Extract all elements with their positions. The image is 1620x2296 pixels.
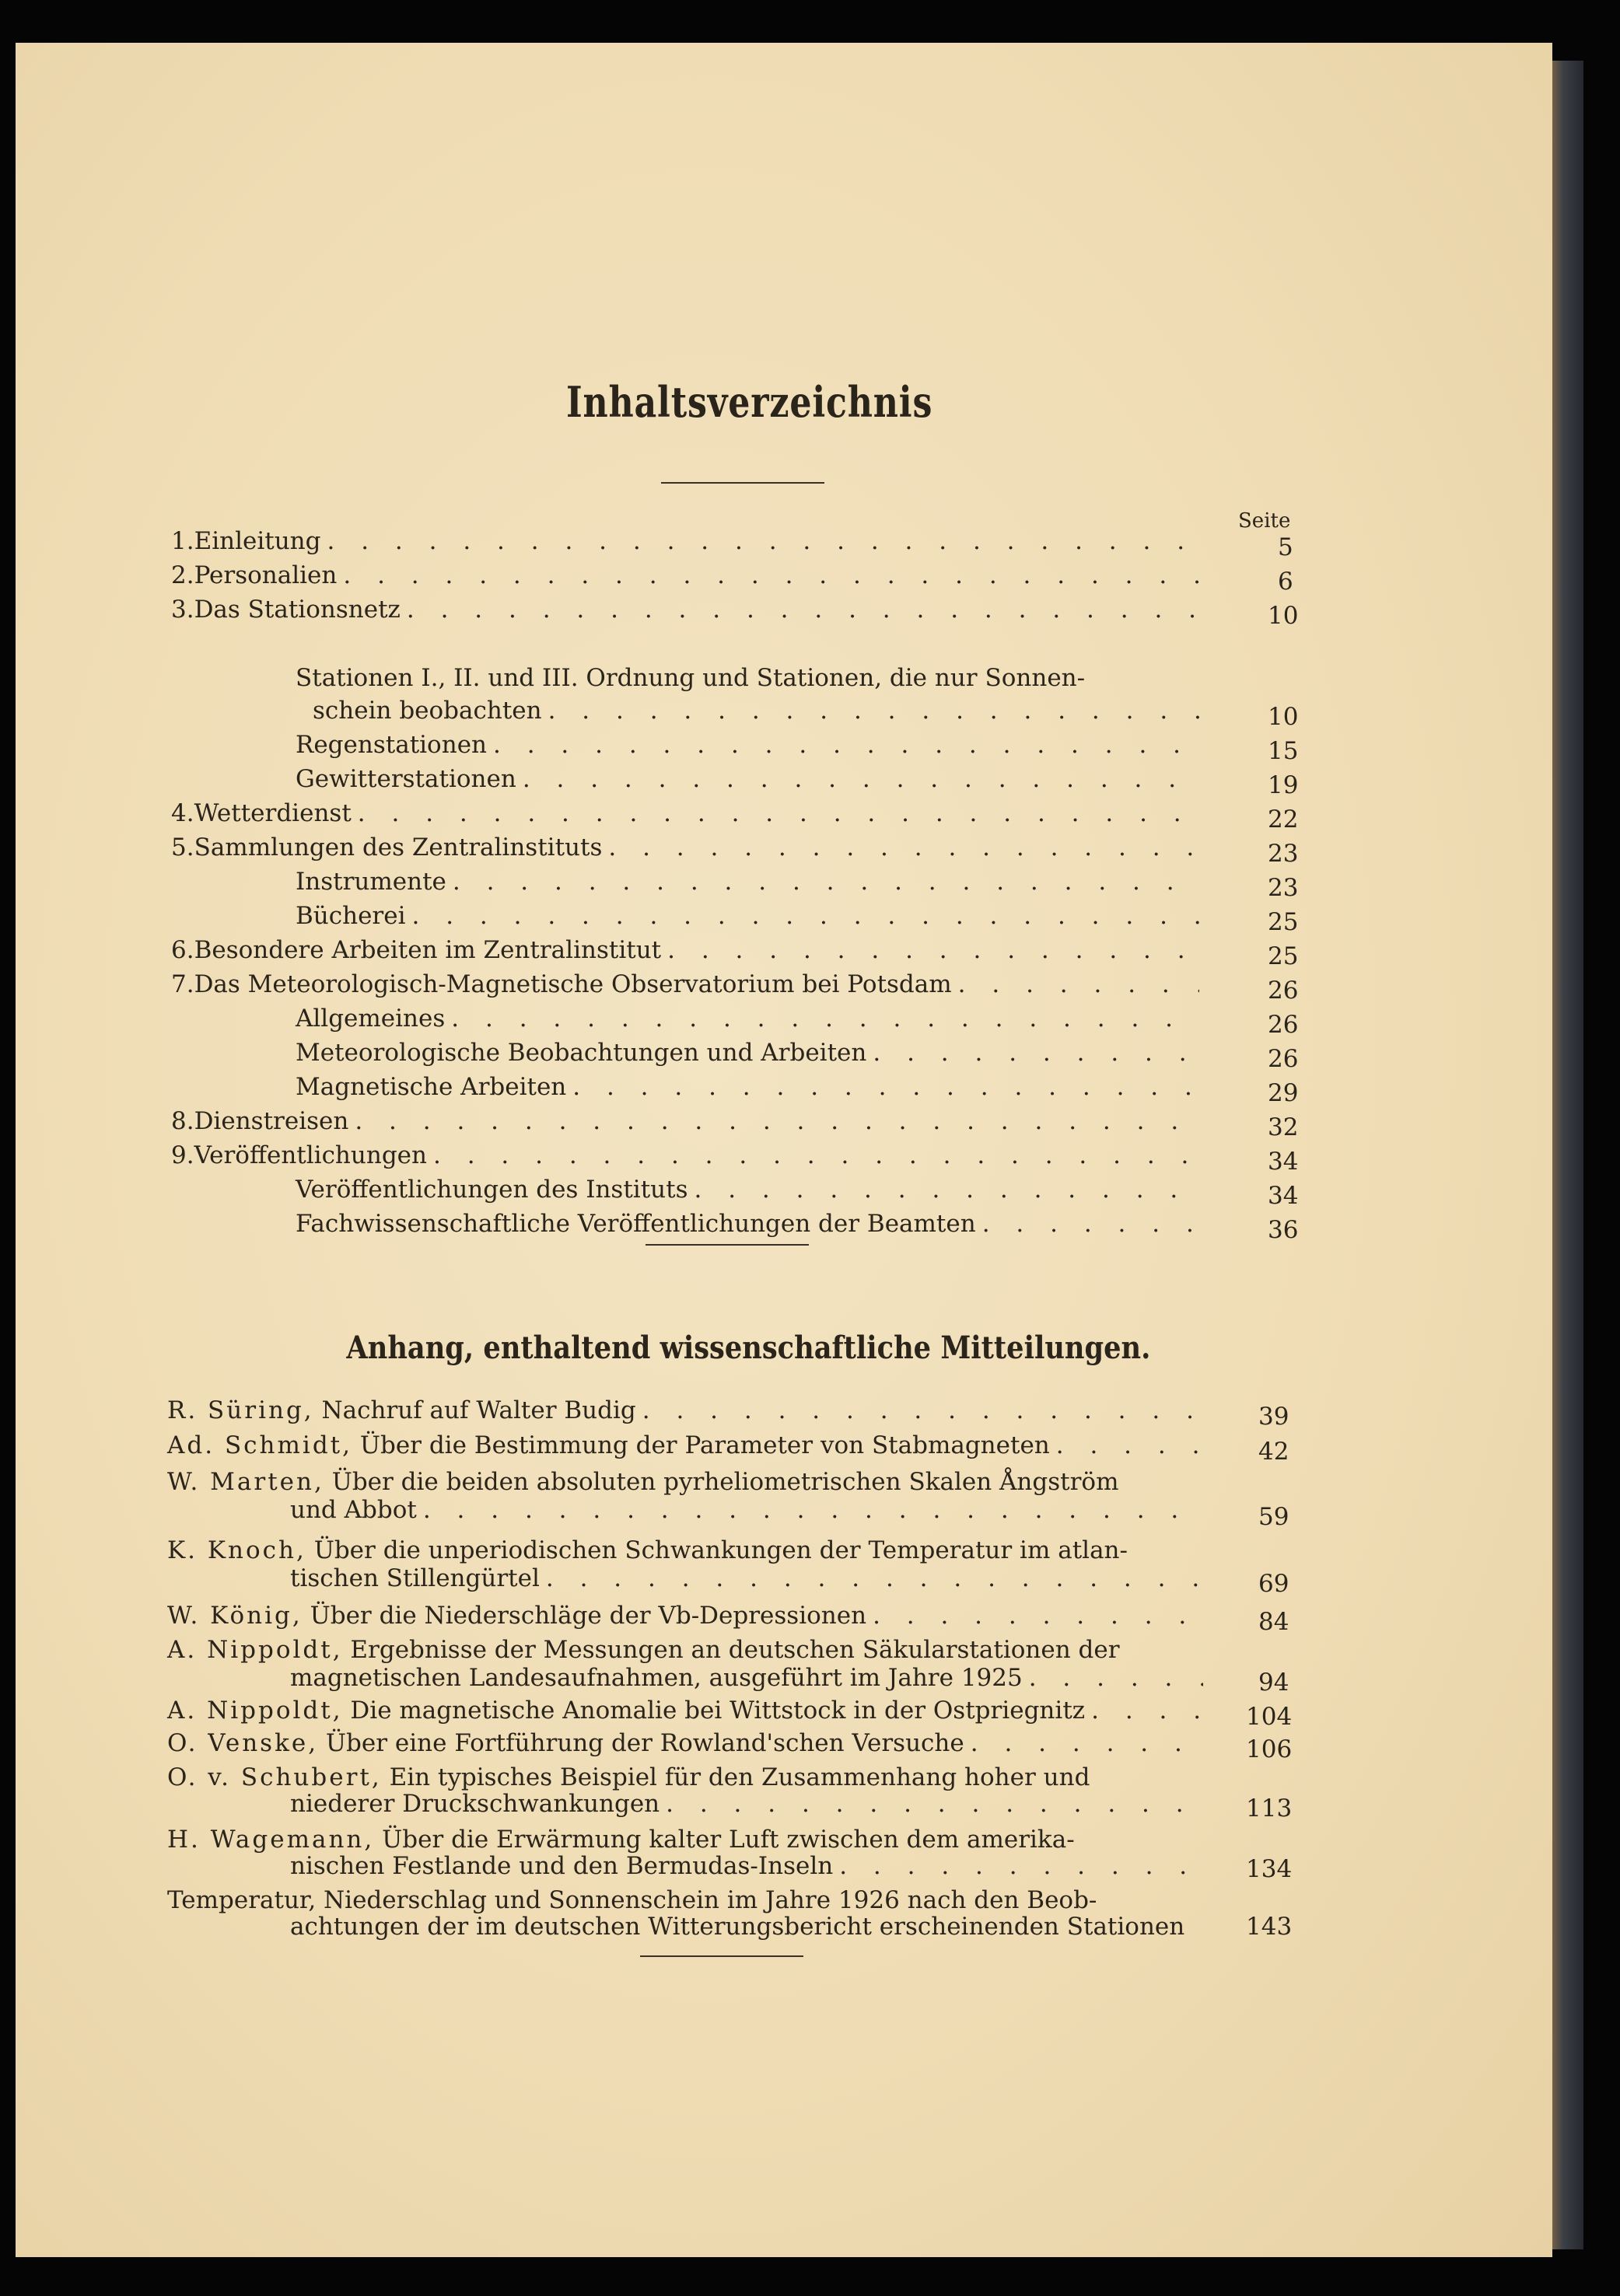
appendix-page: 143 <box>1246 1913 1293 1941</box>
appendix-entry-continued <box>290 1495 1209 1525</box>
appendix-list <box>16 43 1552 2257</box>
appendix-text-continued: achtungen der im deutschen Witterungsbericht erscheinenden Stationen <box>290 1913 1185 1941</box>
toc-page: 6 <box>1278 568 1293 596</box>
toc-number: 6. <box>171 936 194 964</box>
toc-number: 2. <box>171 561 194 589</box>
toc-page: 23 <box>1268 840 1299 868</box>
appendix-entry-continued <box>290 1789 1209 1819</box>
toc-page: 34 <box>1268 1148 1299 1176</box>
appendix-text-continued: nischen Festlande und den Bermudas-Inseln <box>290 1852 834 1880</box>
toc-page: 15 <box>1268 737 1299 765</box>
appendix-page: 59 <box>1258 1503 1289 1531</box>
toc-text: Gewitterstationen <box>296 765 516 793</box>
toc-page: 34 <box>1268 1182 1299 1210</box>
appendix-text: Über die Bestimmung der Parameter von Stabmagneten <box>359 1431 1050 1459</box>
appendix-entry <box>167 1536 1128 1565</box>
toc-number: 1. <box>171 527 194 555</box>
appendix-entry-continued <box>290 1663 1209 1693</box>
appendix-author: A. Nippoldt, <box>167 1636 343 1664</box>
page-title: Inhaltsverzeichnis <box>565 377 933 427</box>
appendix-text: Über die Niederschläge der Vb-Depressionen <box>310 1602 867 1630</box>
appendix-text: Über die unperiodischen Schwankungen der Temperatur im atlan- <box>313 1536 1128 1564</box>
toc-page: 26 <box>1268 1045 1299 1073</box>
toc-text: Wetterdienst <box>194 799 352 827</box>
toc-number: 4. <box>171 799 194 827</box>
toc-page: 29 <box>1268 1079 1299 1107</box>
toc-page: 26 <box>1268 977 1299 1005</box>
toc-text: Bücherei <box>296 902 406 930</box>
toc-text: Fachwissenschaftliche Veröffentlichungen der Beamten <box>296 1210 976 1238</box>
toc-page: 22 <box>1268 806 1299 833</box>
appendix-text: Über die Erwärmung kalter Luft zwischen dem amerika- <box>382 1826 1075 1854</box>
toc-text: Das Meteorologisch-Magnetische Observatorium bei Potsdam <box>194 970 952 998</box>
toc-text: Dienstreisen <box>194 1107 349 1135</box>
appendix-author: K. Knoch, <box>167 1536 306 1564</box>
leader-dots <box>546 1564 1203 1593</box>
toc-page: 25 <box>1268 942 1299 970</box>
end-divider <box>640 1955 803 1957</box>
appendix-text-continued: und Abbot <box>290 1496 417 1524</box>
appendix-author: W. König, <box>167 1602 303 1630</box>
toc-text: Veröffentlichungen des Instituts <box>296 1176 688 1204</box>
appendix-author: H. Wagemann, <box>167 1826 375 1854</box>
toc-number: 7. <box>171 970 194 998</box>
appendix-entry-continued <box>290 1851 1209 1881</box>
toc-page: 25 <box>1268 908 1299 936</box>
toc-text: Personalien <box>194 561 338 589</box>
appendix-page: 94 <box>1258 1669 1289 1697</box>
toc-page: 32 <box>1268 1113 1299 1141</box>
appendix-entry <box>167 1396 1209 1425</box>
appendix-text: Über die beiden absoluten pyrheliometrischen Skalen Ångström <box>331 1468 1119 1496</box>
page-column-label: Seite <box>1238 509 1291 533</box>
appendix-text: Ein typisches Beispiel für den Zusammenhang hoher und <box>389 1763 1090 1791</box>
appendix-page: 69 <box>1258 1570 1289 1598</box>
appendix-page: 84 <box>1258 1608 1289 1636</box>
toc-page: 26 <box>1268 1011 1299 1039</box>
toc-text: Das Stationsnetz <box>194 596 401 624</box>
appendix-text: Die magnetische Anomalie bei Wittstock in der Ostpriegnitz <box>350 1697 1086 1725</box>
toc-number: 3. <box>171 596 194 624</box>
toc-text: Besondere Arbeiten im Zentralinstitut <box>194 936 662 964</box>
appendix-text: Temperatur, Niederschlag und Sonnenschein im Jahre 1926 nach den Beob- <box>167 1886 1097 1914</box>
leader-dots <box>1091 1696 1203 1725</box>
page <box>16 43 1552 2257</box>
appendix-text: Über eine Fortführung der Rowland'schen Versuche <box>325 1729 964 1757</box>
toc-page: 19 <box>1268 771 1299 799</box>
leader-dots <box>1056 1431 1203 1460</box>
appendix-page: 39 <box>1258 1403 1289 1431</box>
appendix-text: Ergebnisse der Messungen an deutschen Säkularstationen der <box>350 1636 1120 1664</box>
appendix-page: 106 <box>1246 1735 1293 1763</box>
toc-text: Meteorologische Beobachtungen und Arbeiten <box>296 1039 867 1067</box>
appendix-author: O. v. Schubert, <box>167 1763 382 1791</box>
appendix-text-continued: magnetischen Landesaufnahmen, ausgeführt im Jahre 1925 <box>290 1664 1023 1692</box>
appendix-page: 134 <box>1246 1855 1293 1883</box>
leader-dots <box>1029 1663 1203 1693</box>
leader-dots <box>839 1851 1203 1881</box>
toc-number: 9. <box>171 1141 194 1169</box>
appendix-entry <box>167 1431 1209 1460</box>
appendix-entry <box>167 1696 1209 1725</box>
appendix-entry <box>167 1728 1209 1758</box>
toc-number: 8. <box>171 1107 194 1135</box>
toc-page: 10 <box>1268 703 1299 731</box>
toc-page: 5 <box>1278 533 1293 561</box>
toc-text: Einleitung <box>194 527 321 555</box>
appendix-text: Nachruf auf Walter Budig <box>321 1396 636 1424</box>
appendix-entry <box>167 1635 1120 1665</box>
appendix-entry <box>167 1763 1090 1792</box>
appendix-title: Anhang, enthaltend wissenschaftliche Mitteilungen. <box>346 1330 1151 1366</box>
toc-text: Magnetische Arbeiten <box>296 1073 567 1101</box>
appendix-page: 113 <box>1246 1795 1293 1822</box>
toc-page: 36 <box>1268 1216 1299 1244</box>
leader-dots <box>666 1789 1203 1819</box>
toc-text: Allgemeines <box>296 1005 446 1033</box>
appendix-page: 42 <box>1258 1438 1289 1466</box>
toc-text: Instrumente <box>296 868 446 896</box>
toc-text: Sammlungen des Zentralinstituts <box>194 833 603 861</box>
appendix-text-continued: tischen Stillengürtel <box>290 1564 540 1592</box>
toc-number: 5. <box>171 833 194 861</box>
appendix-author: R. Süring, <box>167 1396 314 1424</box>
appendix-author: W. Marten, <box>167 1468 324 1496</box>
appendix-page: 104 <box>1246 1703 1293 1731</box>
leader-dots <box>971 1728 1203 1758</box>
appendix-entry-continued <box>290 1564 1209 1593</box>
appendix-author: O. Venske, <box>167 1729 319 1757</box>
leader-dots <box>423 1495 1203 1525</box>
appendix-entry <box>167 1467 1119 1497</box>
appendix-entry <box>167 1601 1209 1630</box>
leader-dots <box>873 1601 1203 1630</box>
leader-dots <box>642 1396 1203 1425</box>
appendix-entry <box>167 1825 1075 1854</box>
toc-text: Veröffentlichungen <box>194 1141 427 1169</box>
toc-text: Stationen I., II. und III. Ordnung und Stationen, die nur Sonnen- <box>296 664 1086 692</box>
toc-text-continued: schein beobachten <box>313 697 542 725</box>
appendix-text-continued: niederer Druckschwankungen <box>290 1790 660 1818</box>
toc-page: 23 <box>1268 874 1299 902</box>
appendix-author: Ad. Schmidt, <box>167 1431 352 1459</box>
appendix-author: A. Nippoldt, <box>167 1697 343 1725</box>
toc-text: Regenstationen <box>296 731 488 759</box>
toc-page: 10 <box>1268 602 1299 630</box>
